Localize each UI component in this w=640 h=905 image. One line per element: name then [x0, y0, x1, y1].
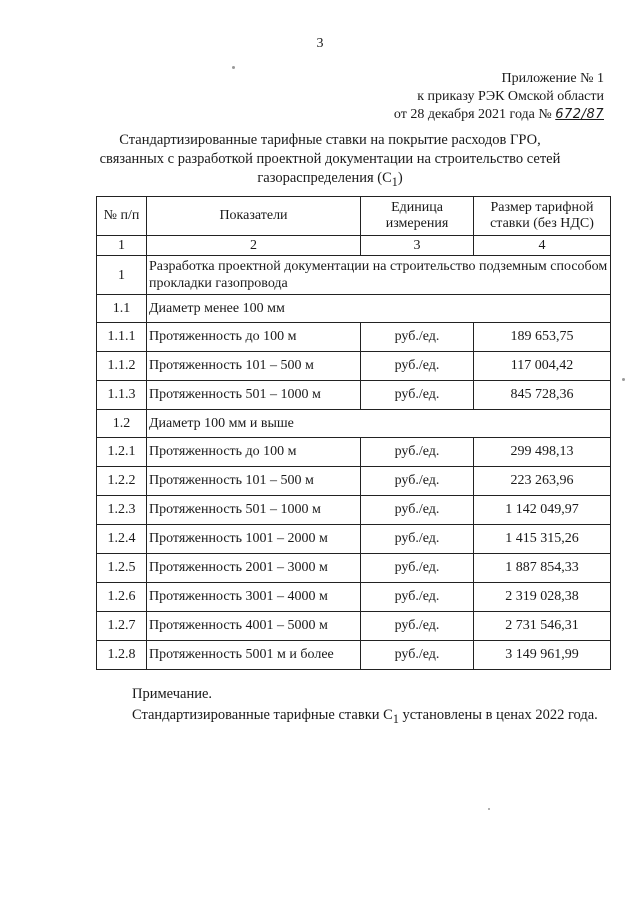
row-name: Протяженность 2001 – 3000 м	[147, 554, 361, 583]
table-row	[97, 381, 611, 410]
table-row	[97, 438, 611, 467]
row-num: 1.1.1	[97, 323, 147, 352]
column-number: 3	[361, 236, 474, 256]
group-name: Диаметр 100 мм и выше	[147, 410, 611, 438]
row-num: 1.2.3	[97, 496, 147, 525]
header-name: Показатели	[147, 197, 361, 236]
row-num: 1.2.8	[97, 641, 147, 670]
row-value: 3 149 961,99	[474, 641, 611, 670]
section-name: Разработка проектной документации на строительство подземным способом прокладки газопровода	[147, 256, 611, 295]
section-row	[97, 256, 611, 295]
header-unit: Единица измерения	[361, 197, 474, 236]
column-number: 1	[97, 236, 147, 256]
row-name: Протяженность до 100 м	[147, 438, 361, 467]
row-value: 299 498,13	[474, 438, 611, 467]
row-unit: руб./ед.	[361, 323, 474, 352]
group-row	[97, 295, 611, 323]
scan-speck	[232, 66, 235, 69]
row-unit: руб./ед.	[361, 554, 474, 583]
row-unit: руб./ед.	[361, 525, 474, 554]
row-unit: руб./ед.	[361, 496, 474, 525]
document-title	[80, 131, 580, 192]
header-value: Размер тарифной ставки (без НДС)	[474, 197, 611, 236]
tariff-rates-table	[96, 196, 611, 670]
row-name: Протяженность 101 – 500 м	[147, 467, 361, 496]
row-name: Протяженность 4001 – 5000 м	[147, 612, 361, 641]
group-num: 1.2	[97, 410, 147, 438]
row-value: 1 887 854,33	[474, 554, 611, 583]
appendix-line-1: Приложение № 1	[501, 71, 604, 86]
row-name: Протяженность до 100 м	[147, 323, 361, 352]
row-num: 1.2.7	[97, 612, 147, 641]
column-number: 2	[147, 236, 361, 256]
title-line-1: Стандартизированные тарифные ставки на покрытие расходов ГРО,	[119, 132, 541, 148]
row-unit: руб./ед.	[361, 467, 474, 496]
row-value: 1 142 049,97	[474, 496, 611, 525]
row-name: Протяженность 3001 – 4000 м	[147, 583, 361, 612]
column-number: 4	[474, 236, 611, 256]
group-row	[97, 410, 611, 438]
scan-speck	[622, 378, 625, 381]
row-value: 223 263,96	[474, 467, 611, 496]
row-value: 1 415 315,26	[474, 525, 611, 554]
table-row	[97, 612, 611, 641]
table-row	[97, 554, 611, 583]
table-row	[97, 323, 611, 352]
row-num: 1.2.2	[97, 467, 147, 496]
title-subscript: 1	[391, 174, 398, 189]
note-text: Стандартизированные тарифные ставки $С_1$ установлены в ценах 2022 года.	[132, 707, 598, 726]
table-row	[97, 352, 611, 381]
row-unit: руб./ед.	[361, 641, 474, 670]
row-unit: руб./ед.	[361, 583, 474, 612]
column-number-row	[97, 236, 611, 256]
row-unit: руб./ед.	[361, 352, 474, 381]
page-number: 3	[316, 36, 324, 51]
row-name: Протяженность 501 – 1000 м	[147, 381, 361, 410]
table-row	[97, 467, 611, 496]
row-num: 1.1.2	[97, 352, 147, 381]
header-num: № п/п	[97, 197, 147, 236]
appendix-line-3	[394, 106, 604, 124]
group-name: Диаметр менее 100 мм	[147, 295, 611, 323]
row-value: 2 319 028,38	[474, 583, 611, 612]
row-num: 1.2.6	[97, 583, 147, 612]
row-num: 1.2.4	[97, 525, 147, 554]
appendix-header	[394, 70, 604, 124]
table-row	[97, 641, 611, 670]
title-line-2: связанных с разработкой проектной документации на строительство сетей	[99, 151, 561, 167]
group-num: 1.1	[97, 295, 147, 323]
row-value: 2 731 546,31	[474, 612, 611, 641]
title-line-3: газораспределения $(С_1)$	[257, 170, 403, 189]
row-value: 189 653,75	[474, 323, 611, 352]
appendix-line-2: к приказу РЭК Омской области	[417, 89, 604, 104]
row-value: 845 728,36	[474, 381, 611, 410]
section-num: 1	[97, 256, 147, 295]
table-header-row	[97, 197, 611, 236]
table-row	[97, 525, 611, 554]
table-row	[97, 496, 611, 525]
row-unit: руб./ед.	[361, 612, 474, 641]
row-unit: руб./ед.	[361, 381, 474, 410]
table-row	[97, 583, 611, 612]
handwritten-order-number: 672/87	[555, 107, 604, 122]
row-num: 1.2.1	[97, 438, 147, 467]
row-name: Протяженность 1001 – 2000 м	[147, 525, 361, 554]
row-num: 1.1.3	[97, 381, 147, 410]
note-subscript: 1	[392, 711, 399, 726]
row-name: Протяженность 5001 м и более	[147, 641, 361, 670]
scan-speck	[488, 808, 490, 810]
row-name: Протяженность 501 – 1000 м	[147, 496, 361, 525]
appendix-date: от 28 декабря 2021 года №	[393, 107, 552, 122]
row-value: 117 004,42	[474, 352, 611, 381]
note-heading: Примечание.	[132, 686, 213, 702]
row-name: Протяженность 101 – 500 м	[147, 352, 361, 381]
row-num: 1.2.5	[97, 554, 147, 583]
row-unit: руб./ед.	[361, 438, 474, 467]
